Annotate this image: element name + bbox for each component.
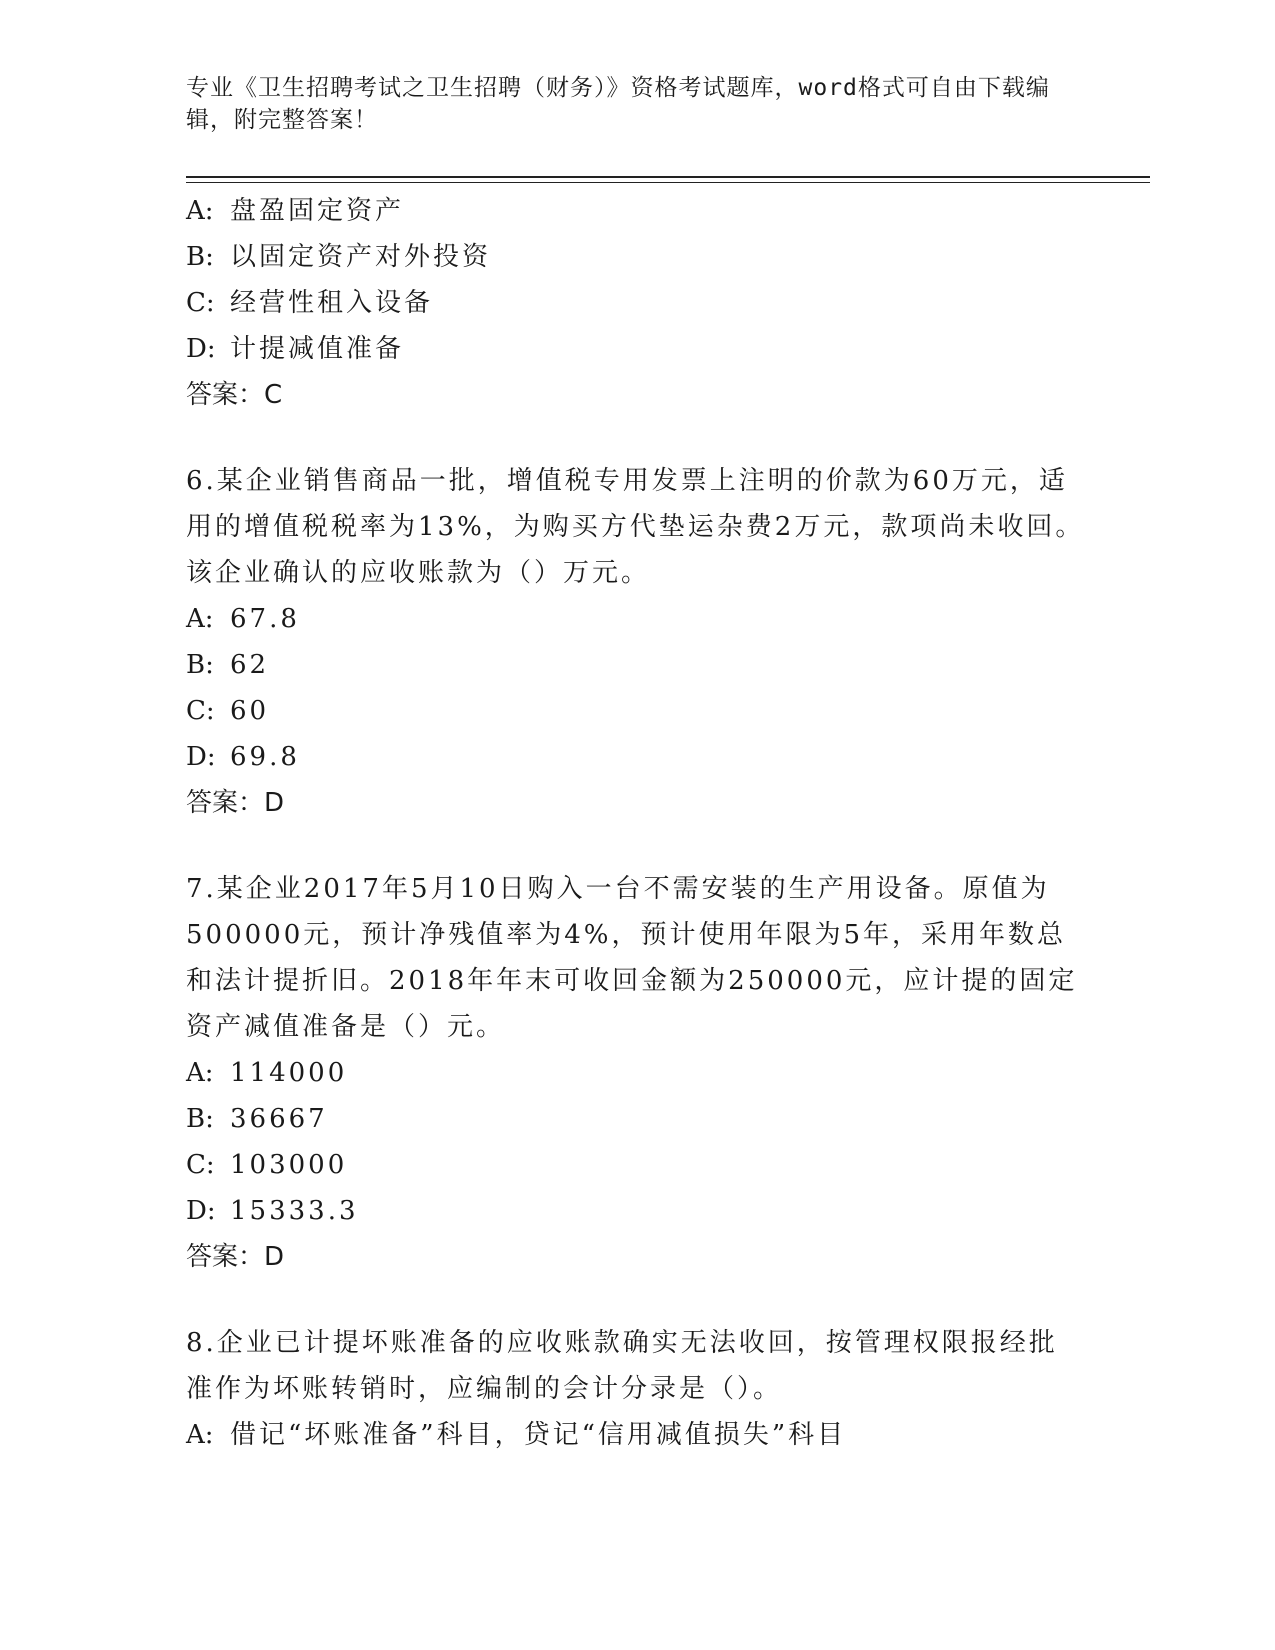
option-text: 69.8: [230, 742, 300, 772]
option-a: [186, 188, 1086, 234]
question-6-options: [186, 596, 1086, 780]
option-key: C:: [186, 288, 215, 318]
option-text: 103000: [230, 1150, 348, 1180]
option-key: B:: [186, 242, 214, 272]
spacer: [186, 1280, 1086, 1320]
option-d: [186, 1188, 1086, 1234]
option-text: 114000: [230, 1058, 348, 1088]
option-text: 计提减值准备: [230, 334, 405, 364]
option-a: [186, 1050, 1086, 1096]
option-text: 借记“坏账准备”科目，贷记“信用减值损失”科目: [230, 1420, 847, 1450]
question-5-options: [186, 188, 1086, 372]
option-key: B:: [186, 1104, 214, 1134]
question-8-options: [186, 1412, 1086, 1458]
option-key: D:: [186, 334, 216, 364]
option-key: C:: [186, 696, 215, 726]
option-b: [186, 642, 1086, 688]
option-text: 60: [230, 696, 270, 726]
option-a: [186, 1412, 1086, 1458]
option-c: [186, 280, 1086, 326]
option-key: C:: [186, 1150, 215, 1180]
question-7-answer: 答案：D: [186, 1242, 285, 1272]
option-b: [186, 234, 1086, 280]
option-c: [186, 1142, 1086, 1188]
option-b: [186, 1096, 1086, 1142]
option-a: [186, 596, 1086, 642]
spacer: [186, 826, 1086, 866]
option-key: B:: [186, 650, 214, 680]
question-content: [186, 188, 1086, 1458]
option-text: 经营性租入设备: [230, 288, 434, 318]
option-key: A:: [186, 1420, 214, 1450]
document-header: 专业《卫生招聘考试之卫生招聘（财务）》资格考试题库，word格式可自由下载编辑，附完整答案！: [186, 75, 1050, 133]
option-key: D:: [186, 742, 216, 772]
option-text: 15333.3: [230, 1196, 359, 1226]
option-key: D:: [186, 1196, 216, 1226]
option-d: [186, 326, 1086, 372]
option-text: 36667: [230, 1104, 328, 1134]
header-rule-thick: [186, 176, 1150, 178]
option-text: 67.8: [230, 604, 300, 634]
question-6-stem: 6.某企业销售商品一批，增值税专用发票上注明的价款为60万元，适用的增值税税率为13%，为购买方代垫运杂费2万元，款项尚未收回。该企业确认的应收账款为（）万元。: [186, 466, 1085, 588]
option-d: [186, 734, 1086, 780]
option-key: A:: [186, 604, 214, 634]
option-text: 62: [230, 650, 270, 680]
option-key: A:: [186, 1058, 214, 1088]
question-6-answer: 答案：D: [186, 788, 285, 818]
question-8-stem: 8.企业已计提坏账准备的应收账款确实无法收回，按管理权限报经批准作为坏账转销时，应编制的会计分录是（）。: [186, 1328, 1058, 1404]
option-text: 以固定资产对外投资: [230, 242, 492, 272]
spacer: [186, 418, 1086, 458]
header-rule-thin: [186, 182, 1150, 183]
question-5-answer: 答案：C: [186, 380, 283, 410]
option-key: A:: [186, 196, 214, 226]
option-text: 盘盈固定资产: [230, 196, 405, 226]
question-7-stem: 7.某企业2017年5月10日购入一台不需安装的生产用设备。原值为500000元，预计净残值率为4%，预计使用年限为5年，采用年数总和法计提折旧。2018年年末可收回金额为250000元，应计提的固定资产减值准备是（）元。: [186, 874, 1078, 1042]
option-c: [186, 688, 1086, 734]
question-7-options: [186, 1050, 1086, 1234]
